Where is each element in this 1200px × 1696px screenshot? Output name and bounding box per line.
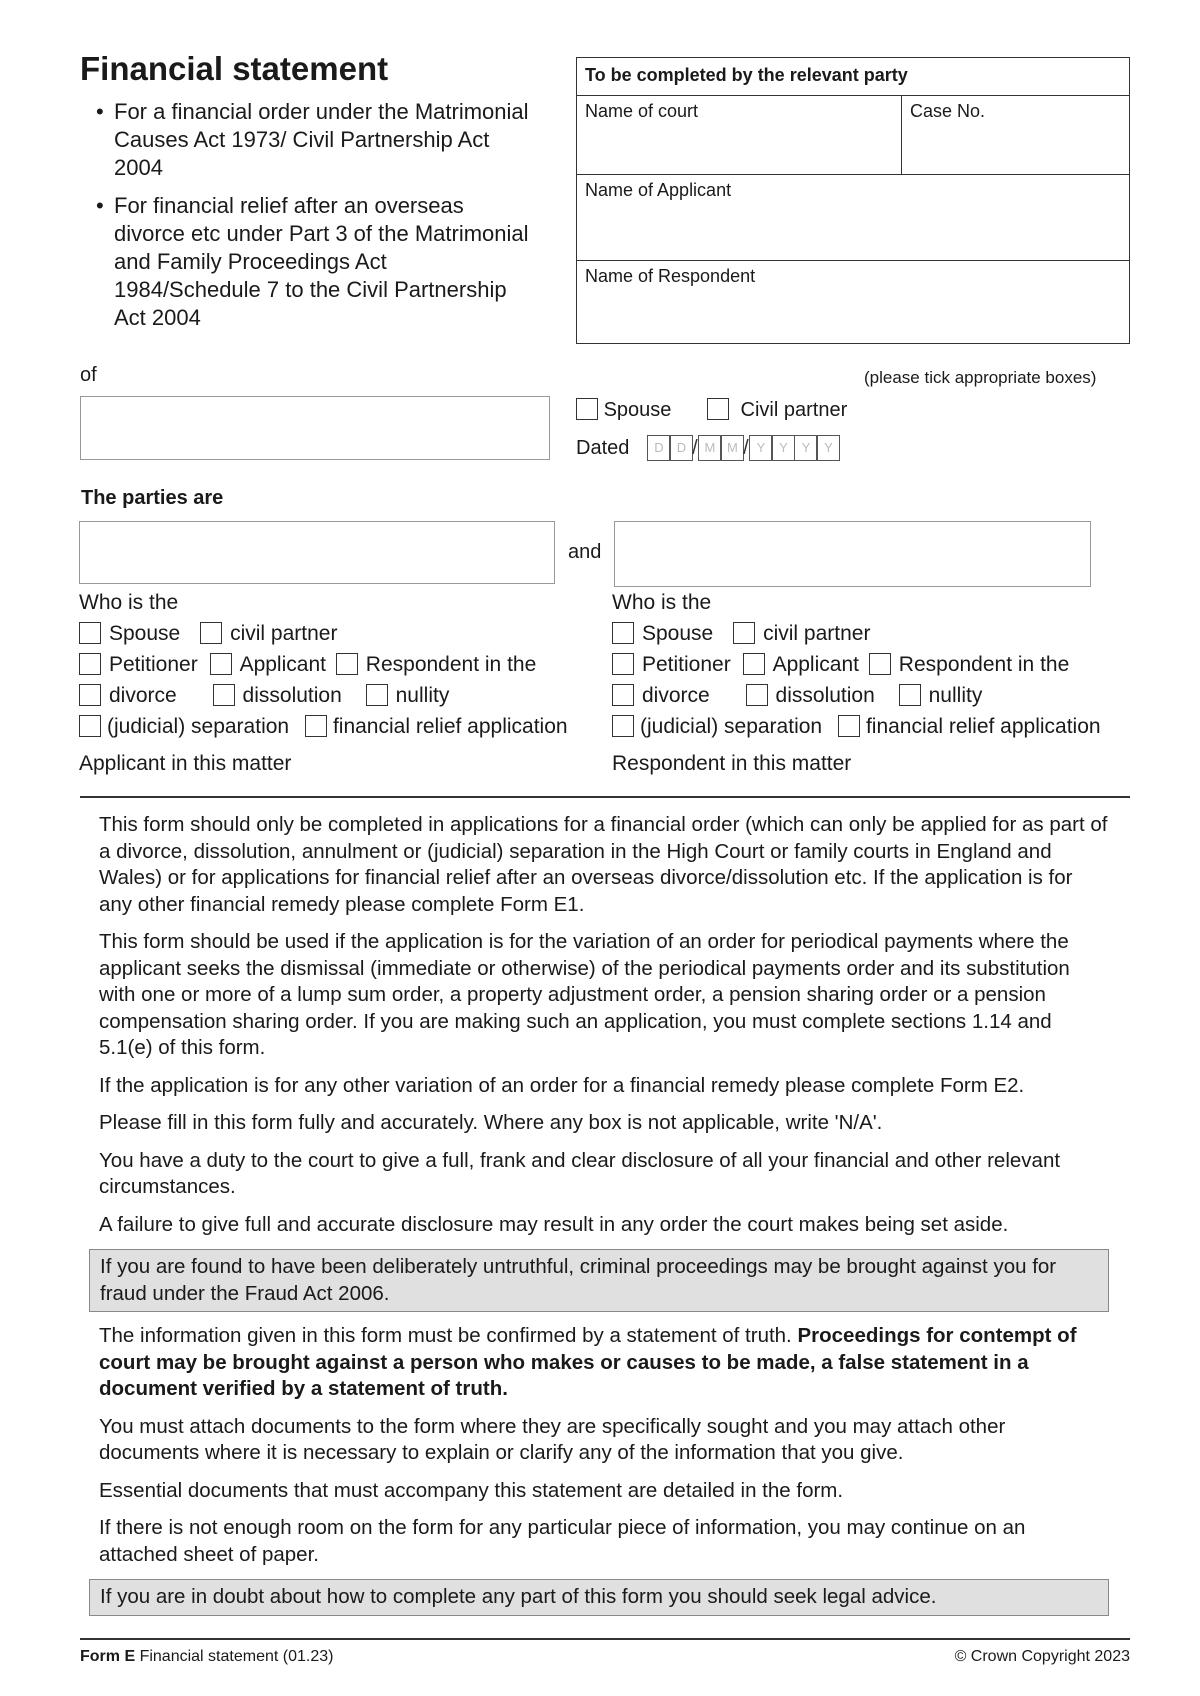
applicant-footer: Applicant in this matter xyxy=(79,752,292,775)
applicant-role-column xyxy=(79,587,582,779)
statement-of-truth-paragraph xyxy=(99,1323,1109,1403)
dated-row xyxy=(576,435,839,461)
footer-divider xyxy=(80,1638,1130,1640)
date-separator: / xyxy=(692,437,698,459)
date-year-box[interactable]: Y xyxy=(771,435,795,461)
spouse-label: Spouse xyxy=(109,622,181,645)
judicial-separation-label: (judicial) separation xyxy=(107,715,290,738)
applicant-checkbox[interactable] xyxy=(210,653,232,675)
legal-advice-note: If you are in doubt about how to complete any part of this form you should seek legal advice. xyxy=(89,1579,1109,1616)
name-of-respondent-field[interactable] xyxy=(577,261,1129,343)
spouse-checkbox[interactable] xyxy=(612,622,634,644)
guidance-paragraph: This form should only be completed in applications for a financial order (which can only be applied for as part of a divorce, dissolution, annulment or (judicial) separation in the High Court or family courts in England and Wales) or for applications for financial relief after an overseas divorce/dissolution etc. If the application is for any other financial remedy please complete Form E1. xyxy=(99,813,1108,916)
and-label: and xyxy=(568,541,602,563)
respondent-footer: Respondent in this matter xyxy=(612,752,852,775)
dissolution-checkbox[interactable] xyxy=(746,684,768,706)
spouse-label: Spouse xyxy=(603,399,672,421)
footer-form-id xyxy=(80,1648,333,1666)
applicant-label: Applicant xyxy=(239,653,326,676)
judicial-separation-checkbox[interactable] xyxy=(79,715,101,737)
form-code: Form E xyxy=(80,1648,136,1665)
civil-partner-checkbox[interactable] xyxy=(200,622,222,644)
date-day-box[interactable]: D xyxy=(669,435,693,461)
divorce-label: divorce xyxy=(642,684,710,707)
of-role-row xyxy=(576,398,847,422)
scope-bullet: • For financial relief after an overseas divorce etc under Part 3 of the Matrimonial and Family Proceedings Act 1984/Schedule 7 to the Civil Partnership Act 2004 xyxy=(96,192,536,332)
financial-relief-label: financial relief application xyxy=(332,715,568,738)
date-day-box[interactable]: D xyxy=(647,435,671,461)
spouse-checkbox[interactable] xyxy=(576,398,598,420)
guidance-paragraph: If there is not enough room on the form for any particular piece of information, you may continue on an attached sheet of paper. xyxy=(99,1516,1026,1566)
court-details-box xyxy=(576,57,1130,344)
court-box-heading: To be completed by the relevant party xyxy=(577,58,1129,96)
financial-relief-checkbox[interactable] xyxy=(838,715,860,737)
petitioner-checkbox[interactable] xyxy=(79,653,101,675)
guidance-paragraph: If the application is for any other variation of an order for a financial remedy please complete Form E2. xyxy=(99,1073,1025,1097)
nullity-checkbox[interactable] xyxy=(366,684,388,706)
respondent-name-input[interactable] xyxy=(614,521,1091,587)
guidance-paragraph: A failure to give full and accurate disclosure may result in any order the court makes being set aside. xyxy=(99,1212,1009,1236)
name-of-respondent-label: Name of Respondent xyxy=(585,266,756,286)
name-of-applicant-field[interactable] xyxy=(577,175,1129,261)
guidance-text xyxy=(99,812,1109,1627)
guidance-paragraph: You have a duty to the court to give a full, frank and clear disclosure of all your financial and other relevant circumstances. xyxy=(99,1148,1061,1198)
section-divider xyxy=(80,796,1130,798)
scope-bullet: • For a financial order under the Matrimonial Causes Act 1973/ Civil Partnership Act 2004 xyxy=(96,98,536,182)
civil-partner-checkbox[interactable] xyxy=(707,398,729,420)
nullity-label: nullity xyxy=(395,684,450,707)
dissolution-checkbox[interactable] xyxy=(213,684,235,706)
nullity-label: nullity xyxy=(928,684,983,707)
dissolution-label: dissolution xyxy=(242,684,342,707)
judicial-separation-checkbox[interactable] xyxy=(612,715,634,737)
of-label: of xyxy=(80,364,97,386)
petitioner-checkbox[interactable] xyxy=(612,653,634,675)
fraud-warning-note: If you are found to have been deliberately untruthful, criminal proceedings may be brought against you for fraud under the Fraud Act 2006. xyxy=(89,1249,1109,1312)
parties-heading: The parties are xyxy=(81,487,224,509)
divorce-label: divorce xyxy=(109,684,177,707)
civil-partner-label: civil partner xyxy=(230,622,338,645)
page-title: Financial statement xyxy=(80,50,389,87)
petitioner-label: Petitioner xyxy=(642,653,731,676)
case-number-field[interactable] xyxy=(902,96,1129,174)
petitioner-label: Petitioner xyxy=(109,653,198,676)
divorce-checkbox[interactable] xyxy=(612,684,634,706)
form-name: Financial statement (01.23) xyxy=(139,1648,334,1665)
date-year-box[interactable]: Y xyxy=(794,435,818,461)
divorce-checkbox[interactable] xyxy=(79,684,101,706)
guidance-paragraph: You must attach documents to the form where they are specifically sought and you may attach other documents where it is necessary to explain or clarify any of the information that you give. xyxy=(99,1414,1006,1464)
scope-bullets xyxy=(96,98,536,342)
date-year-box[interactable]: Y xyxy=(749,435,773,461)
applicant-checkbox[interactable] xyxy=(743,653,765,675)
dissolution-label: dissolution xyxy=(775,684,875,707)
tick-hint: (please tick appropriate boxes) xyxy=(864,368,1097,387)
financial-relief-checkbox[interactable] xyxy=(305,715,327,737)
who-is-label: Who is the xyxy=(79,591,179,614)
guidance-paragraph: Essential documents that must accompany this statement are detailed in the form. xyxy=(99,1478,844,1502)
date-year-box[interactable]: Y xyxy=(816,435,840,461)
date-separator: / xyxy=(743,437,749,459)
nullity-checkbox[interactable] xyxy=(899,684,921,706)
applicant-name-input[interactable] xyxy=(79,521,555,584)
civil-partner-checkbox[interactable] xyxy=(733,622,755,644)
name-of-court-label: Name of court xyxy=(585,101,699,121)
guidance-paragraph: Please fill in this form fully and accurately. Where any box is not applicable, write 'N/A'. xyxy=(99,1111,883,1134)
respondent-label: Respondent in the xyxy=(898,653,1070,676)
case-number-label: Case No. xyxy=(910,101,986,121)
who-is-label: Who is the xyxy=(612,591,712,614)
date-month-box[interactable]: M xyxy=(720,435,744,461)
applicant-label: Applicant xyxy=(772,653,859,676)
dated-label: Dated xyxy=(576,437,630,459)
respondent-checkbox[interactable] xyxy=(869,653,891,675)
statement-of-truth-plain: The information given in this form must be confirmed by a statement of truth. xyxy=(99,1324,792,1347)
respondent-role-column xyxy=(612,587,1115,779)
civil-partner-label: Civil partner xyxy=(740,399,848,421)
copyright-notice: © Crown Copyright 2023 xyxy=(954,1648,1130,1665)
spouse-label: Spouse xyxy=(642,622,714,645)
spouse-checkbox[interactable] xyxy=(79,622,101,644)
civil-partner-label: civil partner xyxy=(763,622,871,645)
name-of-court-field[interactable] xyxy=(577,96,902,174)
guidance-paragraph: This form should be used if the application is for the variation of an order for periodical payments where the applicant seeks the dismissal (immediate or otherwise) of the periodical payments order and its substitution with one or more of a lump sum order, a property adjustment order, a pension sharing order or a pension compensation sharing order. If you are making such an application, you must complete sections 1.14 and 5.1(e) of this form. xyxy=(99,930,1070,1059)
date-month-box[interactable]: M xyxy=(698,435,722,461)
respondent-checkbox[interactable] xyxy=(336,653,358,675)
respondent-label: Respondent in the xyxy=(365,653,537,676)
judicial-separation-label: (judicial) separation xyxy=(640,715,823,738)
financial-relief-label: financial relief application xyxy=(865,715,1101,738)
of-name-input[interactable] xyxy=(80,396,550,460)
contempt-warning: Proceedings for contempt of court may be brought against a person who makes or causes to be made, a false statement in a document verified by a statement of truth. xyxy=(99,1324,1077,1400)
name-of-applicant-label: Name of Applicant xyxy=(585,180,732,200)
